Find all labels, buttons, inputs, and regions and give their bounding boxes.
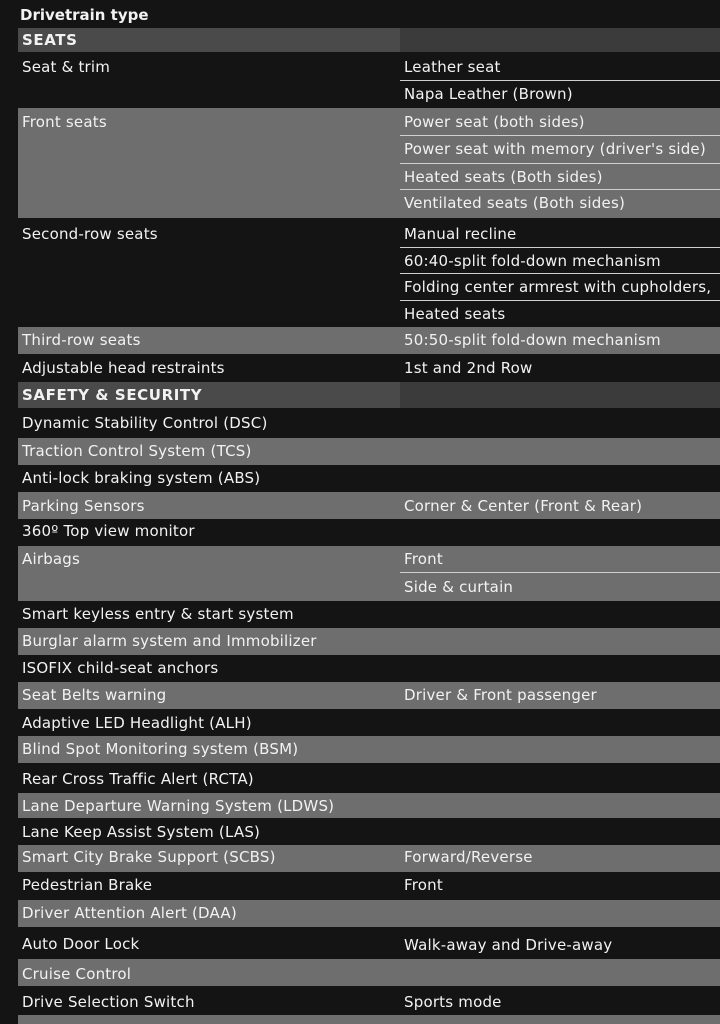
row-divider [400, 80, 720, 81]
seats-heading: SEATS [22, 31, 78, 49]
safety-row-value: Driver & Front passenger [404, 686, 597, 704]
safety-row-value: Sports mode [404, 993, 502, 1011]
seat-trim-label: Seat & trim [22, 58, 111, 76]
second-seats-value-1: Manual recline [404, 225, 517, 243]
front-seats-label: Front seats [22, 113, 107, 131]
safety-row-label: Pedestrian Brake [22, 876, 153, 894]
row-divider [400, 273, 720, 274]
second-seats-label: Second-row seats [22, 225, 158, 243]
front-seats-value-3: Heated seats (Both sides) [404, 168, 603, 186]
safety-row-label: Lane Keep Assist System (LAS) [22, 823, 261, 841]
front-seats-value-1: Power seat (both sides) [404, 113, 585, 131]
seats-header-right [400, 28, 720, 52]
third-seats-value: 50:50-split fold-down mechanism [404, 331, 661, 349]
row-divider [400, 247, 720, 248]
safety-row-label: Parking Sensors [22, 497, 145, 515]
safety-row-label: Driver Attention Alert (DAA) [22, 904, 237, 922]
row-divider [400, 163, 720, 164]
safety-row-label: Rear Cross Traffic Alert (RCTA) [22, 770, 254, 788]
row-divider [400, 135, 720, 136]
safety-row-value: Forward/Reverse [404, 848, 533, 866]
safety-row-label: Dynamic Stability Control (DSC) [22, 414, 268, 432]
drivetrain-label: Drivetrain type [20, 6, 149, 24]
safety-row-label: Drive Selection Switch [22, 993, 195, 1011]
airbags-value-1: Front [404, 550, 443, 568]
safety-row-label: Traction Control System (TCS) [22, 442, 252, 460]
safety-row-value: Walk-away and Drive-away [404, 936, 613, 954]
front-seats-value-2: Power seat with memory (driver's side) [404, 140, 706, 158]
safety-row-label: Smart keyless entry & start system [22, 605, 294, 623]
safety-header-right [400, 382, 720, 408]
safety-heading: SAFETY & SECURITY [22, 386, 203, 404]
safety-row-label: Burglar alarm system and Immobilizer [22, 632, 317, 650]
safety-row-label: Lane Departure Warning System (LDWS) [22, 797, 335, 815]
airbags-label: Airbags [22, 550, 81, 568]
airbags-value-2: Side & curtain [404, 578, 514, 596]
third-seats-label: Third-row seats [22, 331, 141, 349]
row-divider [400, 300, 720, 301]
row-divider [400, 572, 720, 573]
safety-row-band-partial [18, 1015, 720, 1024]
second-seats-value-3: Folding center armrest with cupholders, [404, 278, 712, 296]
safety-row-label: ISOFIX child-seat anchors [22, 659, 219, 677]
safety-row-label: 360º Top view monitor [22, 522, 195, 540]
safety-row-value: Front [404, 876, 443, 894]
safety-row-label: Blind Spot Monitoring system (BSM) [22, 740, 299, 758]
front-seats-value-4: Ventilated seats (Both sides) [404, 194, 626, 212]
safety-row-label: Cruise Control [22, 965, 132, 983]
row-divider [400, 189, 720, 190]
airbags-band [18, 546, 720, 601]
safety-row-value: Corner & Center (Front & Rear) [404, 497, 643, 515]
seat-trim-value-2: Napa Leather (Brown) [404, 85, 573, 103]
safety-row-label: Adaptive LED Headlight (ALH) [22, 714, 252, 732]
safety-row-label: Seat Belts warning [22, 686, 167, 704]
head-restraints-label: Adjustable head restraints [22, 359, 225, 377]
seat-trim-value-1: Leather seat [404, 58, 501, 76]
safety-row-label: Anti-lock braking system (ABS) [22, 469, 261, 487]
second-seats-value-2: 60:40-split fold-down mechanism [404, 252, 661, 270]
safety-row-label: Auto Door Lock [22, 935, 140, 953]
second-seats-value-4: Heated seats [404, 305, 506, 323]
safety-row-label: Smart City Brake Support (SCBS) [22, 848, 276, 866]
head-restraints-value: 1st and 2nd Row [404, 359, 533, 377]
